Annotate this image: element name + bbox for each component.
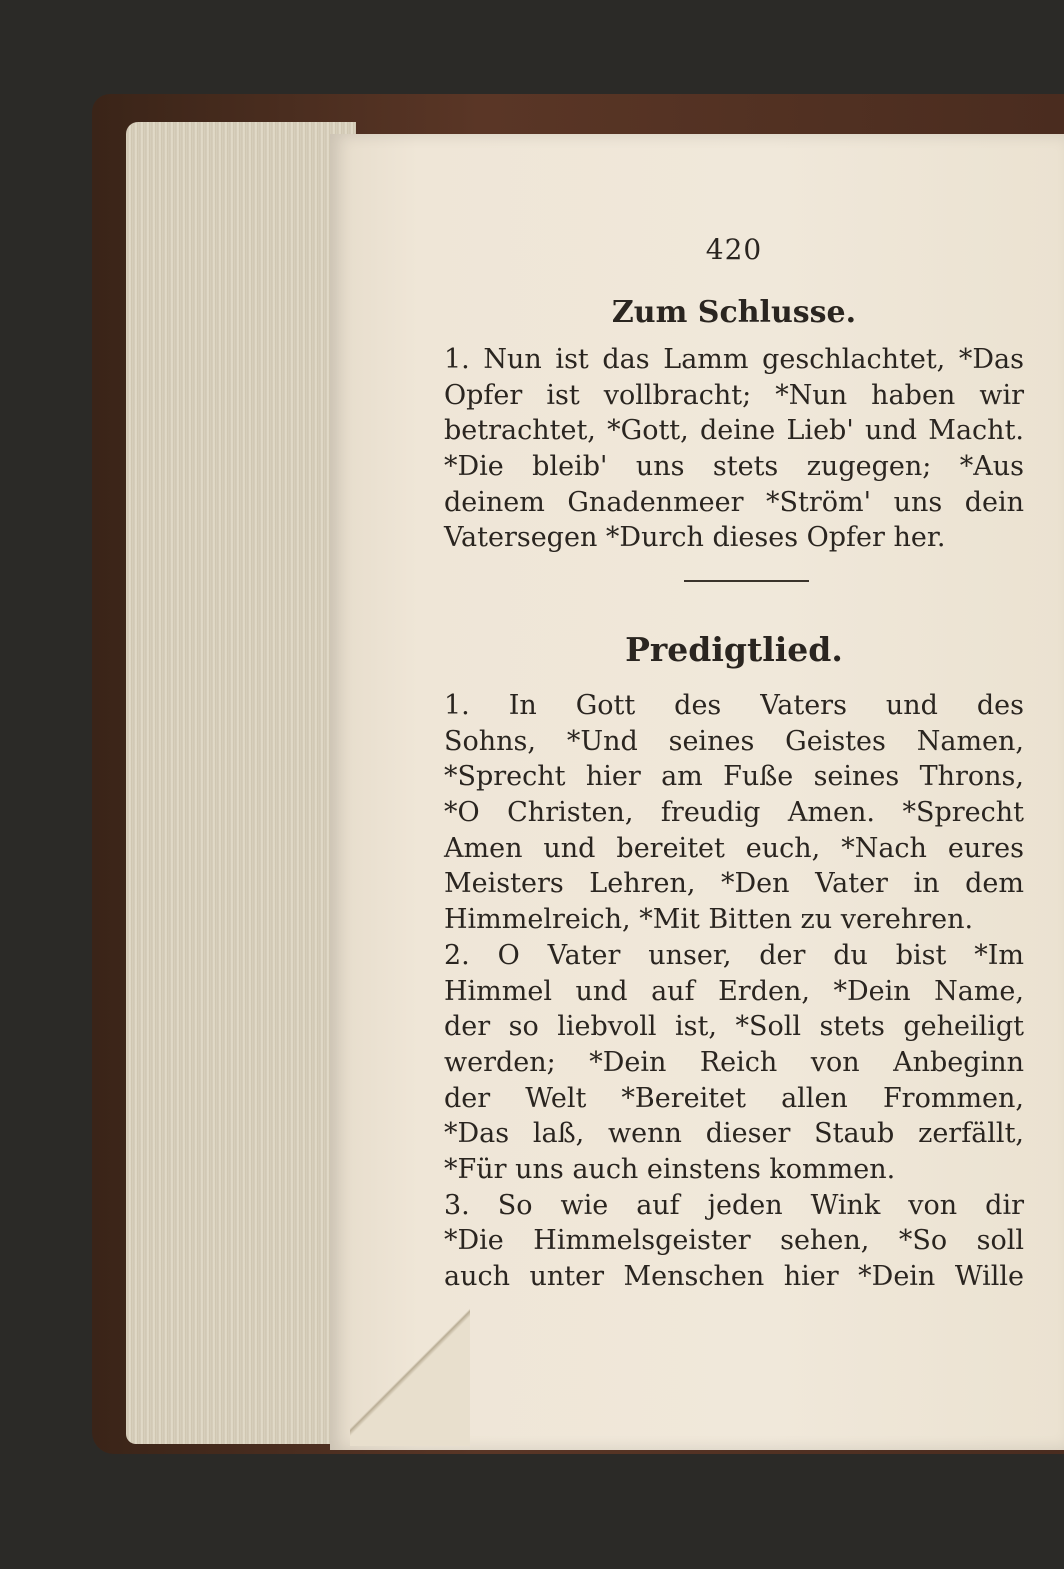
section2-verses (444, 688, 1024, 1295)
verse-line: *Für uns auch einstens kommen. (444, 1153, 896, 1185)
section-divider (684, 580, 809, 582)
verse-line: Meisters Lehren, *Den Vater in dem (444, 868, 1024, 900)
verse-line: *Das laß, wenn dieser Staub zerfällt, (444, 1118, 1024, 1150)
verse-line: *O Christen, freudig Amen. *Sprecht (444, 797, 1024, 829)
section-title-predigtlied: Predigtlied. (625, 630, 843, 669)
verse-line: auch unter Menschen hier *Dein Wille (444, 1261, 1024, 1292)
verse-line: der Welt *Bereitet allen Frommen, (444, 1082, 1024, 1114)
verse-line: Himmel und auf Erden, *Dein Name, (444, 975, 1024, 1007)
verse-line: 2. O Vater unser, der du bist *Im (444, 939, 1024, 971)
verse-line: Vatersegen *Durch dieses Opfer her. (444, 522, 946, 554)
verse-line: *Die Himmelsgeister sehen, *So soll (444, 1225, 1024, 1257)
verse-line: Opfer ist vollbracht; *Nun haben wir (444, 379, 1024, 411)
section1-verse (444, 342, 1024, 556)
verse-line: deinem Gnadenmeer *Ström' uns dein (444, 486, 1024, 518)
page-number: 420 (705, 233, 763, 266)
verse-line: Amen und bereitet euch, *Nach eures (444, 832, 1024, 864)
verse-line: 1. In Gott des Vaters und des (444, 690, 1024, 721)
section-title-zum-schlusse: Zum Schlusse. (611, 295, 857, 330)
verse-line: werden; *Dein Reich von Anbeginn (444, 1046, 1024, 1078)
verse-line: Himmelreich, *Mit Bitten zu verehren. (444, 904, 974, 936)
verse-line: der so liebvoll ist, *Soll stets geheiligt (444, 1011, 1024, 1043)
verse-line: 3. So wie auf jeden Wink von dir (444, 1189, 1024, 1221)
verse-line: *Sprecht hier am Fuße seines Throns, (444, 761, 1024, 793)
page-edges (126, 122, 356, 1444)
verse-line: Sohns, *Und seines Geistes Namen, (444, 725, 1024, 757)
verse-line: 1. Nun ist das Lamm geschlachtet, *Das (444, 344, 1024, 375)
page-fold (350, 1296, 470, 1446)
verse-line: *Die bleib' uns stets zugegen; *Aus (444, 451, 1024, 483)
verse-line: betrachtet, *Gott, deine Lieb' und Macht. (444, 415, 1024, 447)
